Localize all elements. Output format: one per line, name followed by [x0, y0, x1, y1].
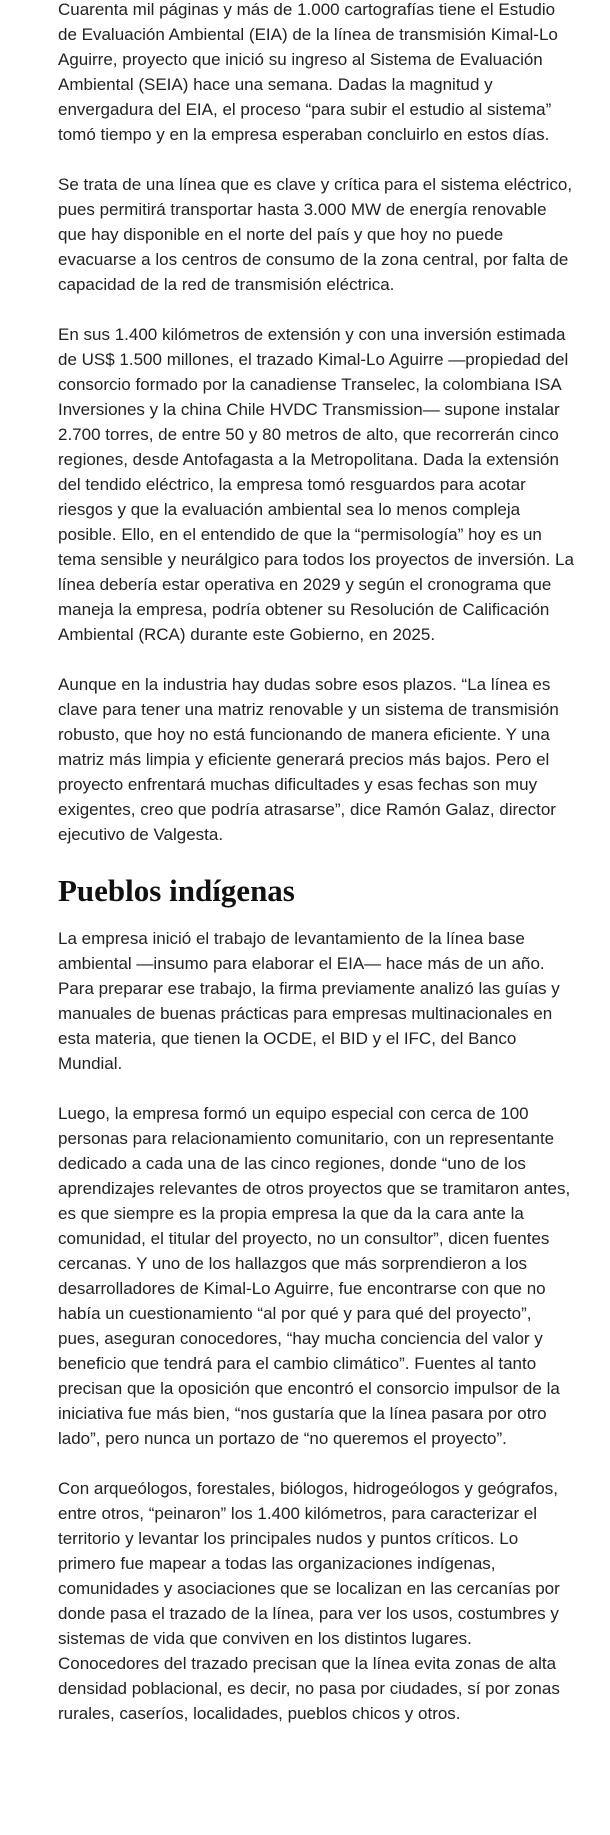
- article-paragraph: Aunque en la industria hay dudas sobre esos plazos. “La línea es clave para tener una matriz renovable y un sistema de transmisión robusto, que hoy no está funcionando de manera eficiente. Y una matriz más limpia y eficiente generará precios más bajos. Pero el proyecto enfrentará muchas dificultades y esas fechas son muy exigentes, creo que podría atrasarse”, dice Ramón Galaz, director ejecutivo de Valgesta.: [58, 675, 559, 844]
- article-paragraph: Se trata de una línea que es clave y crítica para el sistema eléctrico, pues permitirá transportar hasta 3.000 MW de energía renovable que hay disponible en el norte del país y que hoy no puede evacuarse a los centros de consumo de la zona central, por falta de capacidad de la red de transmisión eléctrica.: [58, 175, 573, 294]
- section-heading: Pueblos indígenas: [58, 873, 295, 908]
- article-paragraph: En sus 1.400 kilómetros de extensión y con una inversión estimada de US$ 1.500 millones, el trazado Kimal-Lo Aguirre —propiedad del consorcio formado por la canadiense Transelec, la colombiana ISA Inversiones y la china Chile HVDC Transmission— supone instalar 2.700 torres, de entre 50 y 80 metros de alto, que recorrerán cinco regiones, desde Antofagasta a la Metropolitana. Dada la extensión del tendido eléctrico, la empresa tomó resguardos para acotar riesgos y que la evaluación ambiental sea lo menos compleja posible. Ello, en el entendido de que la “permisología” hoy es un tema sensible y neurálgico para todos los proyectos de inversión. La línea debería estar operativa en 2029 y según el cronograma que maneja la empresa, podría obtener su Resolución de Calificación Ambiental (RCA) durante este Gobierno, en 2025.: [58, 325, 574, 644]
- article-paragraph: Con arqueólogos, forestales, biólogos, hidrogeólogos y geógrafos, entre otros, “peinaron” los 1.400 kilómetros, para caracterizar el territorio y levantar los principales nudos y puntos críticos. Lo primero fue mapear a todas las organizaciones indígenas, comunidades y asociaciones que se localizan en las cercanías por donde pasa el trazado de la línea, para ver los usos, costumbres y sistemas de vida que conviven en los distintos lugares. Conocedores del trazado precisan que la línea evita zonas de alta densidad poblacional, es decir, no pasa por ciudades, sí por zonas rurales, caseríos, localidades, pueblos chicos y otros.: [58, 1479, 560, 1723]
- article-paragraph: Cuarenta mil páginas y más de 1.000 cartografías tiene el Estudio de Evaluación Ambiental (EIA) de la línea de transmisión Kimal-Lo Aguirre, proyecto que inició su ingreso al Sistema de Evaluación Ambiental (SEIA) hace una semana. Dadas la magnitud y envergadura del EIA, el proceso “para subir el estudio al sistema” tomó tiempo y en la empresa esperaban concluirlo en estos días.: [58, 0, 558, 144]
- article-paragraph: La empresa inició el trabajo de levantamiento de la línea base ambiental —insumo para elaborar el EIA— hace más de un año. Para preparar ese trabajo, la firma previamente analizó las guías y manuales de buenas prácticas para empresas multinacionales en esta materia, que tienen la OCDE, el BID y el IFC, del Banco Mundial.: [58, 929, 560, 1073]
- article-paragraph: Luego, la empresa formó un equipo especial con cerca de 100 personas para relacionamiento comunitario, con un representante dedicado a cada una de las cinco regiones, donde “uno de los aprendizajes relevantes de otros proyectos que se tramitaron antes, es que siempre es la propia empresa la que da la cara ante la comunidad, el titular del proyecto, no un consultor”, dicen fuentes cercanas. Y uno de los hallazgos que más sorprendieron a los desarrolladores de Kimal-Lo Aguirre, fue encontrarse con que no había un cuestionamiento “al por qué y para qué del proyecto”, pues, aseguran conocedores, “hay mucha conciencia del valor y beneficio que tendrá para el cambio climático”. Fuentes al tanto precisan que la oposición que encontró el consorcio impulsor de la iniciativa fue más bien, “nos gustaría que la línea pasara por otro lado”, pero nunca un portazo de “no queremos el proyecto”.: [58, 1104, 571, 1448]
